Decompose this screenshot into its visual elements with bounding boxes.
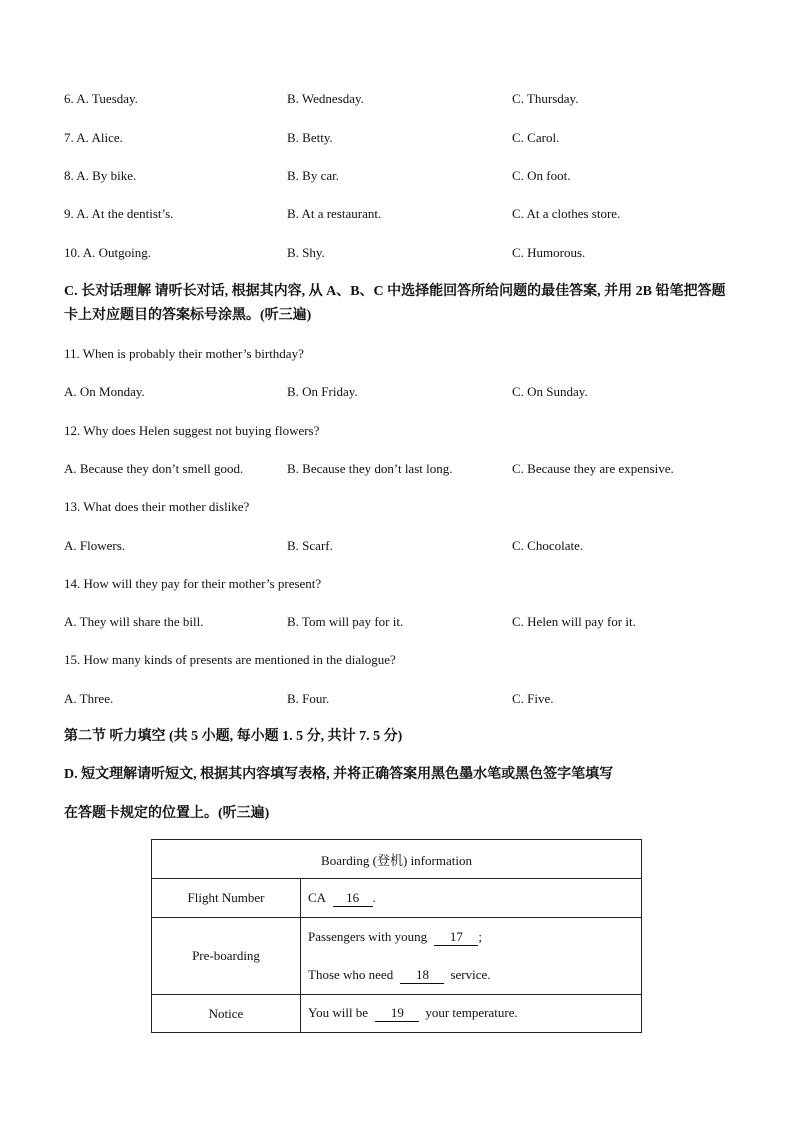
preboarding-label: Pre-boarding bbox=[152, 918, 301, 995]
flight-number-cell bbox=[301, 879, 642, 918]
flight-number-label: Flight Number bbox=[152, 879, 301, 918]
blank-17: 17 bbox=[434, 929, 478, 946]
notice-suffix: your temperature. bbox=[425, 1005, 518, 1020]
section-two-heading: 第二节 听力填空 (共 5 小题, 每小题 1. 5 分, 共计 7. 5 分) bbox=[64, 729, 403, 744]
section-d-heading-line1: D. 短文理解请听短文, 根据其内容填写表格, 并将正确答案用黑色墨水笔或黑色签字笔填写 bbox=[64, 767, 614, 782]
option-c: C. At a clothes store. bbox=[512, 206, 621, 221]
notice-text: You will be bbox=[308, 1005, 369, 1020]
option-b: B. Four. bbox=[287, 691, 330, 706]
option-a: A. Because they don’t smell good. bbox=[64, 461, 244, 476]
preboarding-line-1 bbox=[308, 927, 634, 947]
blank-18: 18 bbox=[400, 967, 444, 984]
notice-row bbox=[152, 995, 642, 1033]
flight-suffix: . bbox=[372, 889, 376, 905]
option-b: B. Tom will pay for it. bbox=[287, 614, 404, 629]
option-b: B. Shy. bbox=[287, 245, 325, 260]
table-title-row bbox=[152, 840, 642, 879]
option-b: B. Betty. bbox=[287, 130, 333, 145]
preboarding-cell bbox=[301, 918, 642, 995]
question-12: 12. Why does Helen suggest not buying flowers? bbox=[64, 423, 320, 438]
preboarding-text-2: Those who need bbox=[308, 967, 394, 982]
option-a: A. Three. bbox=[64, 691, 114, 706]
boarding-info-table bbox=[151, 839, 642, 1033]
option-a: A. Flowers. bbox=[64, 538, 126, 553]
preboarding-text-1: Passengers with young bbox=[308, 929, 428, 944]
option-c: C. Chocolate. bbox=[512, 538, 584, 553]
option-c: C. On foot. bbox=[512, 168, 571, 183]
question-14: 14. How will they pay for their mother’s present? bbox=[64, 576, 322, 591]
preboarding-suffix-2: service. bbox=[450, 967, 491, 982]
preboarding-row bbox=[152, 918, 642, 995]
option-a: A. They will share the bill. bbox=[64, 614, 204, 629]
option-b: B. At a restaurant. bbox=[287, 206, 382, 221]
option-a: 9. A. At the dentist’s. bbox=[64, 206, 174, 221]
blank-19: 19 bbox=[375, 1005, 419, 1022]
notice-label: Notice bbox=[152, 995, 301, 1033]
option-a: 7. A. Alice. bbox=[64, 130, 123, 145]
blank-16: 16 bbox=[333, 890, 373, 907]
option-a: 6. A. Tuesday. bbox=[64, 91, 138, 106]
option-a: 10. A. Outgoing. bbox=[64, 245, 152, 260]
preboarding-line-2 bbox=[308, 965, 634, 985]
flight-number-row bbox=[152, 879, 642, 918]
option-c: C. Because they are expensive. bbox=[512, 461, 674, 476]
option-c: C. Five. bbox=[512, 691, 554, 706]
preboarding-suffix-1: ; bbox=[478, 929, 483, 944]
option-c: C. Carol. bbox=[512, 130, 560, 145]
option-c: C. On Sunday. bbox=[512, 384, 588, 399]
section-d-heading-line2: 在答题卡规定的位置上。(听三遍) bbox=[64, 806, 270, 821]
flight-prefix: CA bbox=[308, 889, 326, 905]
option-b: B. On Friday. bbox=[287, 384, 358, 399]
option-a: 8. A. By bike. bbox=[64, 168, 137, 183]
question-13: 13. What does their mother dislike? bbox=[64, 499, 250, 514]
option-a: A. On Monday. bbox=[64, 384, 145, 399]
option-b: B. Because they don’t last long. bbox=[287, 461, 453, 476]
notice-cell bbox=[301, 995, 642, 1033]
option-c: C. Thursday. bbox=[512, 91, 579, 106]
option-c: C. Helen will pay for it. bbox=[512, 614, 636, 629]
option-b: B. Scarf. bbox=[287, 538, 333, 553]
section-c-heading: C. 长对话理解 请听长对话, 根据其内容, 从 A、B、C 中选择能回答所给问题的最佳答案, 并用 2B 铅笔把答题卡上对应题目的答案标号涂黑。(听三遍) bbox=[64, 284, 726, 323]
option-c: C. Humorous. bbox=[512, 245, 586, 260]
option-b: B. Wednesday. bbox=[287, 91, 364, 106]
option-b: B. By car. bbox=[287, 168, 339, 183]
question-15: 15. How many kinds of presents are mentioned in the dialogue? bbox=[64, 652, 396, 667]
table-title: Boarding (登机) information bbox=[152, 840, 642, 879]
question-11: 11. When is probably their mother’s birthday? bbox=[64, 346, 304, 361]
